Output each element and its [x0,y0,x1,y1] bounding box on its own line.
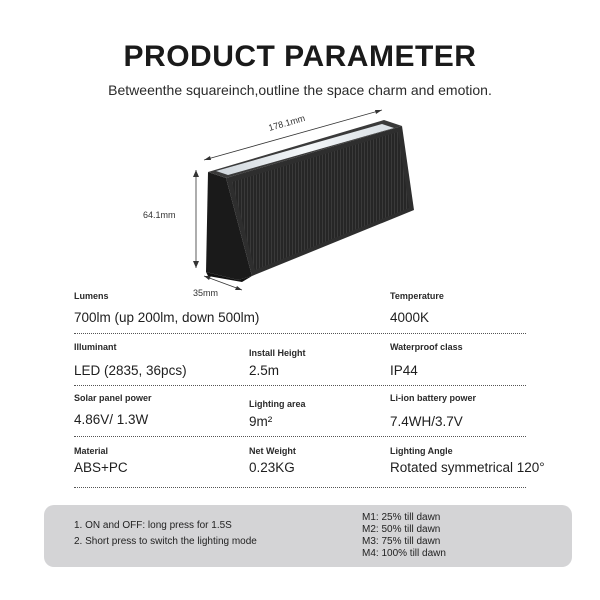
instructions-panel [44,505,572,567]
divider [74,487,526,488]
mode-item: M3: 75% till dawn [362,536,441,547]
install-height-label: Install Height [249,348,306,358]
illuminant-value: LED (2835, 36pcs) [74,363,187,378]
material-value: ABS+PC [74,460,128,475]
solar-power-label: Solar panel power [74,393,152,403]
net-weight-label: Net Weight [249,446,296,456]
solar-wall-light-image [130,108,450,298]
lighting-angle-value: Rotated symmetrical 120° [390,460,545,475]
net-weight-value: 0.23KG [249,460,295,475]
battery-value: 7.4WH/3.7V [390,414,463,429]
lumens-label: Lumens [74,291,109,301]
divider [74,436,526,437]
lighting-area-value: 9m² [249,414,273,429]
battery-label: Li-ion battery power [390,393,477,403]
lighting-area-label: Lighting area [249,399,306,409]
length-dimension: 178.1mm [267,113,307,133]
page-subtitle: Betweenthe squareinch,outline the space charm and emotion. [108,82,492,98]
instruction-item: 2. Short press to switch the lighting mode [74,536,257,547]
install-height-value: 2.5m [249,363,280,378]
temperature-label: Temperature [390,291,444,301]
mode-item: M1: 25% till dawn [362,512,441,523]
solar-power-value: 4.86V/ 1.3W [74,412,149,427]
page-title: PRODUCT PARAMETER [123,40,477,73]
divider [74,385,526,386]
waterproof-value: IP44 [390,363,418,378]
lumens-value: 700lm (up 200lm, down 500lm) [74,310,260,325]
lighting-angle-label: Lighting Angle [390,446,453,456]
temperature-value: 4000K [390,310,430,325]
illuminant-label: Illuminant [74,342,117,352]
divider [74,333,526,334]
instruction-item: 1. ON and OFF: long press for 1.5S [74,520,232,531]
product-illustration [130,108,450,298]
material-label: Material [74,446,109,456]
mode-item: M2: 50% till dawn [362,524,441,535]
mode-item: M4: 100% till dawn [362,548,446,559]
height-dimension: 64.1mm [143,210,176,220]
waterproof-label: Waterproof class [390,342,463,352]
depth-dimension: 35mm [193,288,219,298]
